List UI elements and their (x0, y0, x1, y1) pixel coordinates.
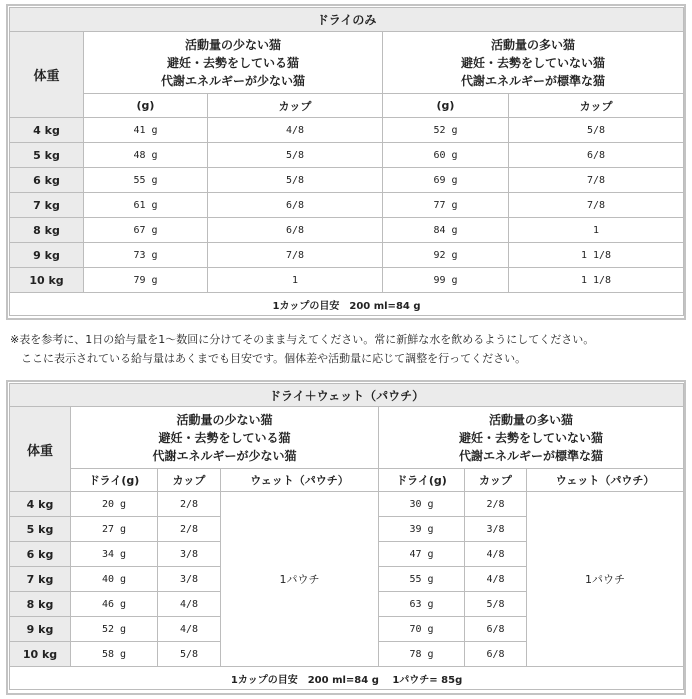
high-grams-cell: 99 g (383, 268, 509, 293)
high-cup-cell: 1 1/8 (509, 268, 684, 293)
weight-cell: 4 kg (10, 118, 84, 143)
low-dry-grams-cell: 52 g (71, 617, 158, 642)
high-dry-grams-cell: 47 g (379, 542, 465, 567)
table2-footer: 1カップの目安 200 ml=84 g 1パウチ= 85g (10, 667, 684, 690)
weight-cell: 10 kg (10, 642, 71, 667)
col-cup: カップ (158, 469, 221, 492)
table-row (10, 243, 684, 268)
weight-cell: 9 kg (10, 617, 71, 642)
col-cup: カップ (208, 94, 383, 118)
table-row (10, 143, 684, 168)
low-cup-cell: 6/8 (208, 193, 383, 218)
wet-pouch-high-cell: 1パウチ (527, 492, 684, 667)
weight-cell: 5 kg (10, 143, 84, 168)
dry-only-table (9, 7, 684, 316)
weight-cell: 10 kg (10, 268, 84, 293)
high-activity-header: 活動量の多い猫 避妊・去勢をしていない猫 代謝エネルギーが標準な猫 (383, 32, 684, 94)
low-grams-cell: 73 g (84, 243, 208, 268)
table-row (10, 118, 684, 143)
high-dry-grams-cell: 78 g (379, 642, 465, 667)
table-row (10, 218, 684, 243)
weight-cell: 6 kg (10, 542, 71, 567)
weight-cell: 7 kg (10, 567, 71, 592)
high-grams-cell: 69 g (383, 168, 509, 193)
low-grams-cell: 79 g (84, 268, 208, 293)
col-cup: カップ (465, 469, 527, 492)
low-grams-cell: 67 g (84, 218, 208, 243)
table-row (10, 193, 684, 218)
high-dry-grams-cell: 63 g (379, 592, 465, 617)
weight-cell: 7 kg (10, 193, 84, 218)
high-grams-cell: 52 g (383, 118, 509, 143)
table2-title: ドライ＋ウェット（パウチ） (10, 384, 684, 407)
col-wet-pouch: ウェット（パウチ） (221, 469, 379, 492)
low-activity-header: 活動量の少ない猫 避妊・去勢をしている猫 代謝エネルギーが少ない猫 (71, 407, 379, 469)
low-cup-cell: 5/8 (158, 642, 221, 667)
high-cup-cell: 4/8 (465, 542, 527, 567)
high-activity-header: 活動量の多い猫 避妊・去勢をしていない猫 代謝エネルギーが標準な猫 (379, 407, 684, 469)
high-cup-cell: 1 (509, 218, 684, 243)
table-row (10, 168, 684, 193)
high-cup-cell: 7/8 (509, 168, 684, 193)
low-cup-cell: 6/8 (208, 218, 383, 243)
weight-cell: 5 kg (10, 517, 71, 542)
weight-cell: 9 kg (10, 243, 84, 268)
weight-cell: 8 kg (10, 218, 84, 243)
high-grams-cell: 92 g (383, 243, 509, 268)
low-cup-cell: 3/8 (158, 567, 221, 592)
col-wet-pouch: ウェット（パウチ） (527, 469, 684, 492)
high-dry-grams-cell: 39 g (379, 517, 465, 542)
low-cup-cell: 5/8 (208, 143, 383, 168)
high-cup-cell: 6/8 (509, 143, 684, 168)
low-cup-cell: 5/8 (208, 168, 383, 193)
table1-footer: 1カップの目安 200 ml=84 g (10, 293, 684, 316)
high-dry-grams-cell: 70 g (379, 617, 465, 642)
weight-cell: 8 kg (10, 592, 71, 617)
high-dry-grams-cell: 30 g (379, 492, 465, 517)
high-cup-cell: 2/8 (465, 492, 527, 517)
high-cup-cell: 3/8 (465, 517, 527, 542)
low-dry-grams-cell: 20 g (71, 492, 158, 517)
table-row (10, 492, 684, 517)
col-dry-grams: ドライ(g) (379, 469, 465, 492)
low-grams-cell: 48 g (84, 143, 208, 168)
wet-pouch-low-cell: 1パウチ (221, 492, 379, 667)
low-grams-cell: 55 g (84, 168, 208, 193)
note-line: ここに表示されている給与量はあくまでも目安です。個体差や活動量に応じて調整を行ってください。 (10, 352, 527, 365)
high-grams-cell: 77 g (383, 193, 509, 218)
table-row (10, 268, 684, 293)
weight-header: 体重 (10, 32, 84, 118)
high-cup-cell: 4/8 (465, 567, 527, 592)
low-cup-cell: 4/8 (158, 592, 221, 617)
low-cup-cell: 7/8 (208, 243, 383, 268)
high-cup-cell: 5/8 (465, 592, 527, 617)
high-cup-cell: 6/8 (465, 617, 527, 642)
dry-wet-table (9, 383, 684, 690)
low-cup-cell: 1 (208, 268, 383, 293)
high-dry-grams-cell: 55 g (379, 567, 465, 592)
high-grams-cell: 84 g (383, 218, 509, 243)
low-cup-cell: 4/8 (158, 617, 221, 642)
low-cup-cell: 2/8 (158, 492, 221, 517)
high-cup-cell: 6/8 (465, 642, 527, 667)
low-cup-cell: 3/8 (158, 542, 221, 567)
col-grams: (g) (383, 94, 509, 118)
low-dry-grams-cell: 46 g (71, 592, 158, 617)
low-cup-cell: 2/8 (158, 517, 221, 542)
high-cup-cell: 5/8 (509, 118, 684, 143)
weight-cell: 4 kg (10, 492, 71, 517)
col-grams: (g) (84, 94, 208, 118)
low-dry-grams-cell: 27 g (71, 517, 158, 542)
low-activity-header: 活動量の少ない猫 避妊・去勢をしている猫 代謝エネルギーが少ない猫 (84, 32, 383, 94)
table1-title: ドライのみ (10, 8, 684, 32)
low-grams-cell: 41 g (84, 118, 208, 143)
low-dry-grams-cell: 58 g (71, 642, 158, 667)
low-dry-grams-cell: 34 g (71, 542, 158, 567)
high-cup-cell: 7/8 (509, 193, 684, 218)
low-cup-cell: 4/8 (208, 118, 383, 143)
low-dry-grams-cell: 40 g (71, 567, 158, 592)
col-cup: カップ (509, 94, 684, 118)
low-grams-cell: 61 g (84, 193, 208, 218)
col-dry-grams: ドライ(g) (71, 469, 158, 492)
high-grams-cell: 60 g (383, 143, 509, 168)
weight-header: 体重 (10, 407, 71, 492)
note-line: ※表を参考に、1日の給与量を1〜数回に分けてそのまま与えてください。常に新鮮な水を飲めるようにしてください。 (10, 333, 595, 346)
high-cup-cell: 1 1/8 (509, 243, 684, 268)
weight-cell: 6 kg (10, 168, 84, 193)
